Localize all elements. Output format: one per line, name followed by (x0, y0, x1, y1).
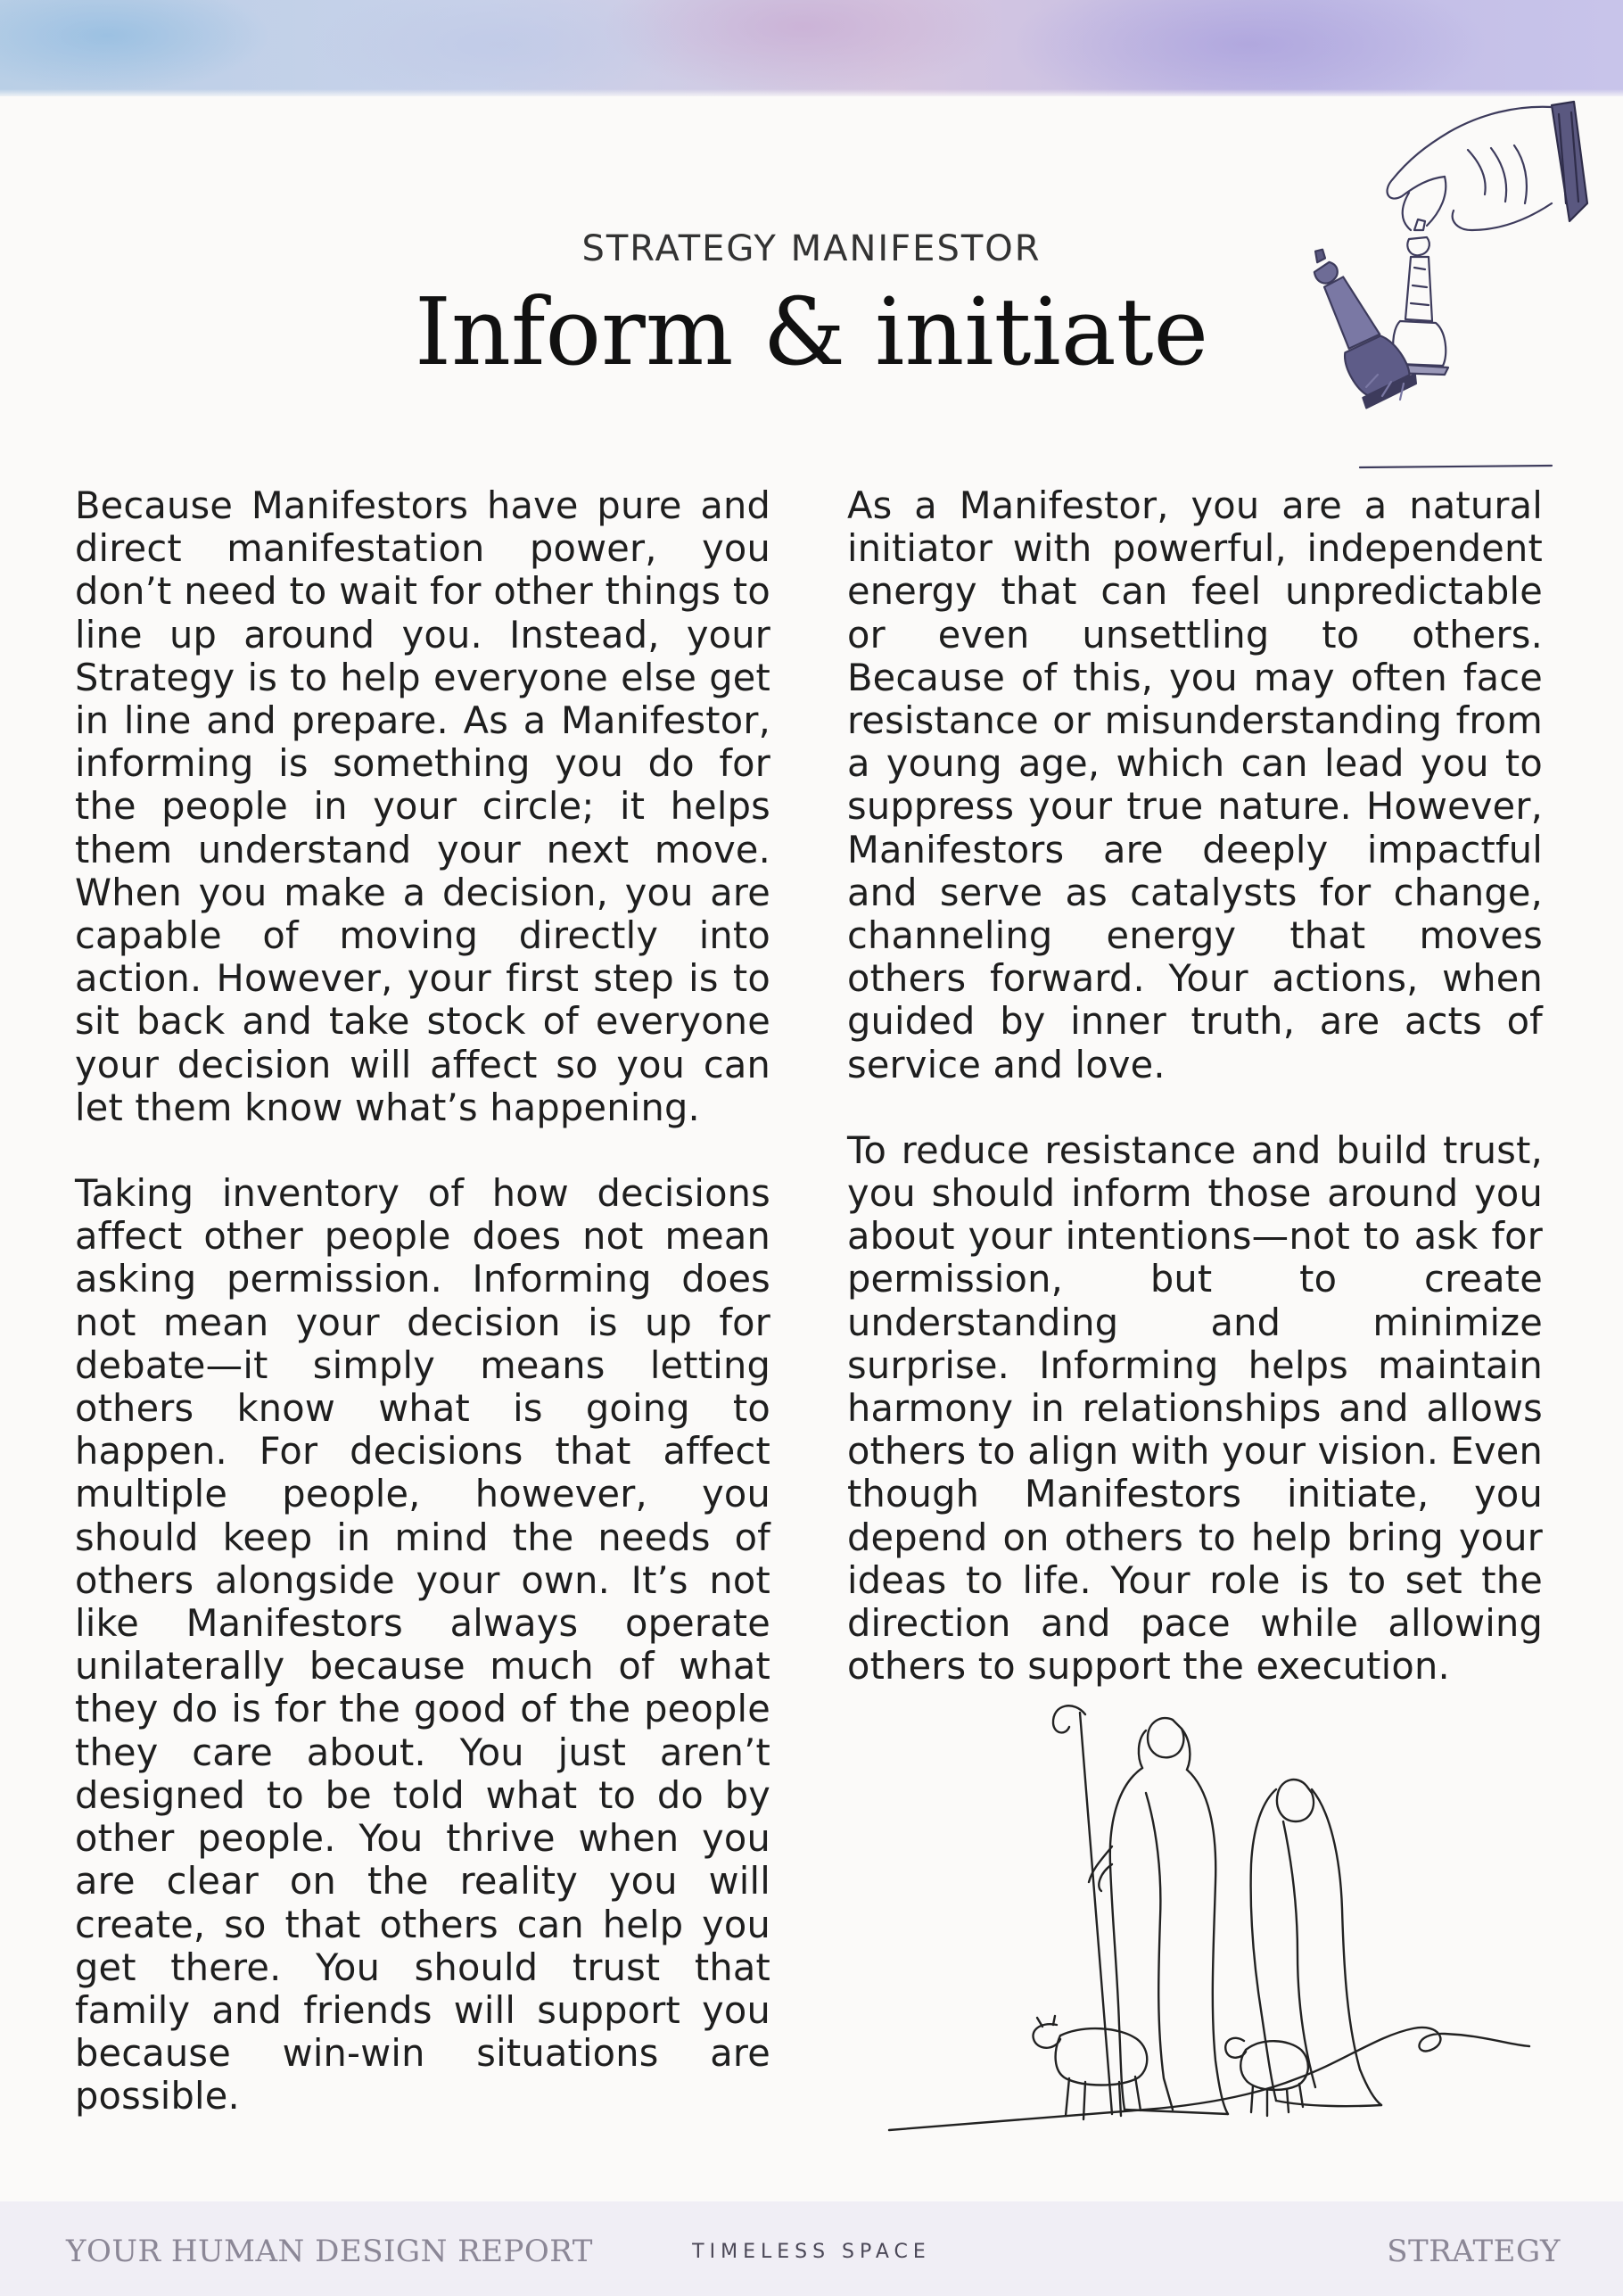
right-text-column (847, 484, 1543, 1730)
page-footer (0, 2201, 1623, 2296)
footer-report-title: YOUR HUMAN DESIGN REPORT (66, 2234, 593, 2269)
shepherds-with-sheep-line-drawing-icon (878, 1704, 1538, 2141)
watercolor-header-banner (0, 0, 1623, 96)
left-text-column (75, 484, 770, 2161)
hand-moving-chess-king-icon (1257, 96, 1623, 471)
page-title: Inform & initiate (414, 277, 1209, 386)
footer-section-name: STRATEGY (1387, 2234, 1561, 2269)
right-paragraph-1: As a Manifestor, you are a natural initiator with powerful, independent energy that can feel unpredictable or even unsettling to others. Because of this, you may often face resistance or misunderstanding from a young age, which can lead you to suppress your true nature. However, Manifestors are deeply impactful and serve as catalysts for change, channeling energy that moves others forward. Your actions, when guided by inner truth, are acts of service and love. (847, 483, 1543, 1086)
left-paragraph-2: Taking inventory of how decisions affect other people does not mean asking permission. Informing does not mean your decision is up for debate—it simply means letting others know what is going to happen. For decisions that affect multiple people, however, you should keep in mind the needs of others alongside your own. It’s not like Manifestors always operate unilaterally because much of what they do is for the good of the people they care about. You just aren’t designed to be told what to do by other people. You thrive when you are clear on the reality you will create, so that others can help you get there. You should trust that family and friends will support you because win-win situations are possible. (75, 1171, 770, 2118)
footer-brand: TIMELESS SPACE (692, 2241, 931, 2263)
page-eyebrow: STRATEGY MANIFESTOR (581, 228, 1042, 269)
left-paragraph-1: Because Manifestors have pure and direct manifestation power, you don’t need to wait for other things to line up around you. Instead, your Strategy is to help everyone else get in line and prepare. As a Manifestor, informing is something you do for the people in your circle; it helps them understand your next move. When you make a decision, you are capable of moving directly into action. However, your first step is to sit back and take stock of everyone your decision will affect so you can let them know what’s happening. (75, 483, 770, 1129)
right-paragraph-2: To reduce resistance and build trust, you should inform those around you about your intentions—not to ask for permission, but to create understanding and minimize surprise. Informing helps maintain harmony in relationships and allows others to align with your vision. Even though Manifestors initiate, you depend on others to help bring your ideas to life. Your role is to set the direction and pace while allowing others to support the execution. (847, 1127, 1543, 1689)
